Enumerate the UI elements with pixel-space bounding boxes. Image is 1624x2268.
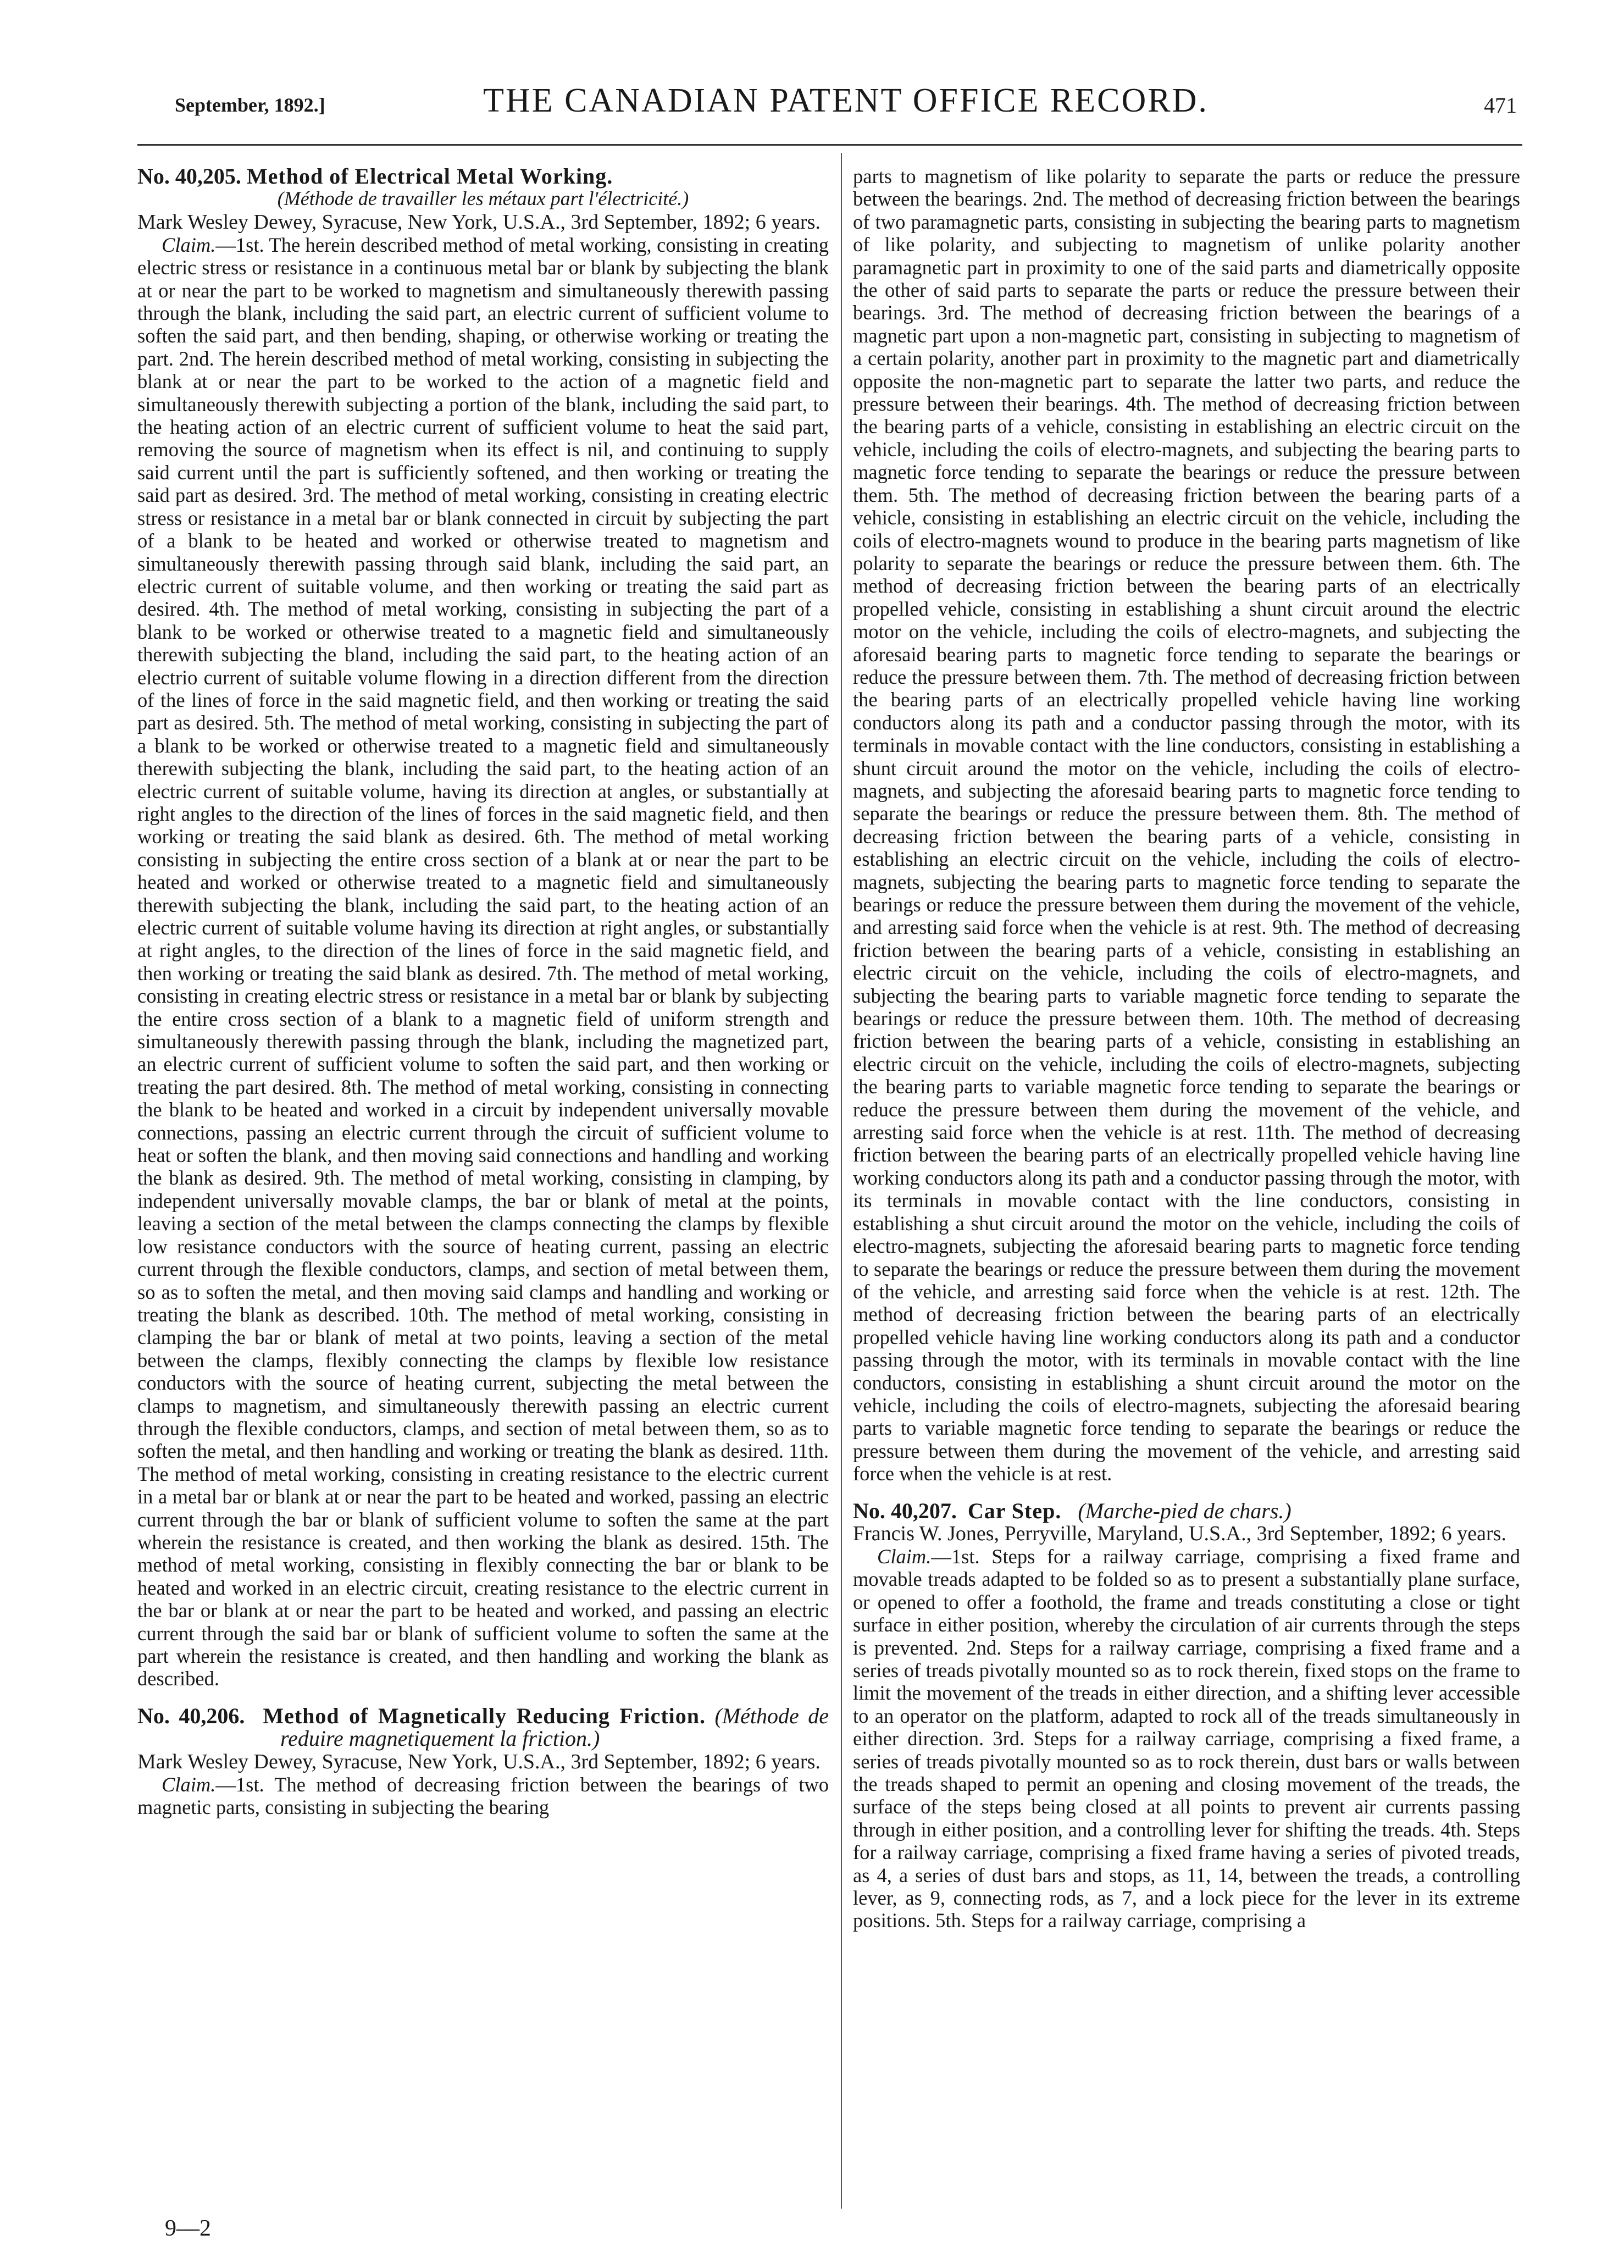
- left-column: [137, 165, 829, 2199]
- patent-40207: [853, 1500, 1520, 1932]
- patent-claims-continued: parts to magnetism of like polarity to separate the parts or reduce the pressure between the bearings. 2nd. The method of decreasing friction between the bearings of two paramagnetic parts, consisting in subjecting the bearing parts to magnetism of like polarity, and subjecting to magnetism of unlike polarity another paramagnetic part in proximity to one of the said parts and diametrically opposite the other of said parts to separate the parts or reduce the pressure between their bearings. 3rd. The method of decreasing friction between the bearings of a magnetic part upon a non-magnetic part, consisting in subjecting to magnetism of a certain polarity, another part in proximity to the magnetic part and diametrically opposite the non-magnetic part to separate the latter two parts, and reduce the pressure between their bearings. 4th. The method of decreasing friction between the bearing parts of a vehicle, consisting in establishing an electric circuit on the vehicle, including the coils of electro-magnets, and subjecting the bearing parts to magnetic force tending to separate the bearings or reduce the pressure between them. 5th. The method of decreasing friction between the bearing parts of a vehicle, consisting in establishing an electric circuit on the vehicle, including the coils of electro-magnets wound to produce in the bearing parts magnetism of like polarity to separate the bearings or reduce the pressure between them. 6th. The method of decreasing friction between the bearing parts of an electrically propelled vehicle, consisting in establishing a shunt circuit around the electric motor on the vehicle, including the coils of electro-magnets, and subjecting the aforesaid bearing parts to magnetic force tending to separate the bearings or reduce the pressure between them. 7th. The method of decreasing friction between the bearing parts of an electrically propelled vehicle having line working conductors along its path and a conductor passing through the motor, with its terminals in movable contact with the line conductors, consisting in establishing a shunt circuit around the motor on the vehicle, including the coils of electro-magnets, and subjecting the aforesaid bearing parts to magnetic force tending to separate the bearings or reduce the pressure between them. 8th. The method of decreasing friction between the bearing parts of a vehicle, consisting in establishing an electric circuit on the vehicle, including the coils of electro-magnets, subjecting the bearing parts to magnetic force tending to separate the bearings or reduce the pressure between them during the movement of the vehicle, and arresting said force when the vehicle is at rest. 9th. The method of decreasing friction between the bearing parts of a vehicle, consisting in establishing an electric circuit on the vehicle, including the coils of electro-magnets, and subjecting the bearing parts to variable magnetic force tending to separate the bearings or reduce the pressure between them. 10th. The method of decreasing friction between the bearing parts of a vehicle, consisting in establishing an electric circuit on the vehicle, including the coils of electro-magnets, subjecting the bearing parts to variable magnetic force tending to separate the bearings or reduce the pressure between them during the movement of the vehicle, and arresting said force when the vehicle is at rest. 11th. The method of decreasing friction between the bearing parts of an electrically propelled vehicle having line working conductors along its path and a conductor passing through the motor, with its terminals in movable contact with the line conductors, consisting in establishing a shut circuit around the motor on the vehicle, including the coils of electro-magnets, subjecting the aforesaid bearing parts to magnetic force tending to separate the bearings or reduce the pressure between them during the movement of the vehicle, and arresting said force when the vehicle is at rest. 12th. The method of decreasing friction between the bearing parts of an electrically propelled vehicle having line working conductors along its path and a conductor passing through the motor, with its terminals in movable contact with the line conductors, consisting in establishing a shunt circuit around the motor on the vehicle, including the coils of electro-magnets, subjecting the aforesaid bearing parts to variable magnetic force tending to separate the bearings or reduce the pressure between them during the movement of the vehicle, and arresting said force when the vehicle is at rest.: [853, 165, 1520, 1485]
- claim-text: —1st. Steps for a railway carriage, comprising a fixed frame and movable treads adapted to be folded so as to present a substantially plane surface, or opened to offer a foothold, the frame and treads constituting a close or tight surface in either position, whereby the circulation of air currents through the steps is prevented. 2nd. Steps for a railway carriage, comprising a fixed frame and a series of treads pivotally mounted so as to rock therein, fixed stops on the frame to limit the movement of the treads in either direction, and a shifting lever accessible to an operator on the platform, adapted to rock all of the treads simultaneously in either direction. 3rd. Steps for a railway carriage, comprising a fixed frame, a series of treads pivotally mounted so as to rock therein, dust bars or walls between the treads shaped to permit an opening and closing movement of the treads, the surface of the steps being closed at all points to prevent air currents passing through in either position, and a controlling lever for shifting the treads. 4th. Steps for a railway carriage, comprising a fixed frame having a series of pivoted treads, as 4, a series of dust bars and stops, as 11, 14, between the treads, a controlling lever, as 9, connecting rods, as 7, and a lock piece for the lever in its extreme positions. 5th. Steps for a railway carriage, comprising a: [853, 1545, 1520, 1932]
- patent-claims: [137, 234, 829, 1690]
- claim-label: Claim.: [877, 1545, 932, 1568]
- header-rule: [137, 144, 1522, 146]
- column-divider: [841, 153, 842, 2209]
- patent-title: Method of Electrical Metal Working.: [246, 165, 613, 189]
- claim-label: Claim.: [162, 233, 216, 256]
- patent-byline: Francis W. Jones, Perryville, Maryland, U.S.A., 3rd September, 1892; 6 years.: [853, 1522, 1506, 1545]
- signature-mark: 9—2: [165, 2216, 211, 2241]
- patent-heading: [853, 1500, 1520, 1522]
- claim-text: —1st. The herein described method of metal working, consisting in creating electric stress or resistance in a continuous metal bar or blank by subjecting the blank at or near the part to be worked to magnetism and simultaneously therewith passing through the blank, including the said part, an electric current of sufficient volume to soften the said part, and then bending, shaping, or otherwise working or treating the part. 2nd. The herein described method of metal working, consisting in subjecting the blank at or near the part to be worked to the action of a magnetic field and simultaneously therewith subjecting a portion of the blank, including the said part, to the heating action of an electric current of sufficient volume to heat the said part, removing the source of magnetism when its effect is nil, and continuing to supply said current until the part is sufficiently softened, and then working or treating the said part as desired. 3rd. The method of metal working, consisting in creating electric stress or resistance in a metal bar or blank connected in circuit by subjecting the part of a blank to be heated and worked or otherwise treated to magnetism and simultaneously therewith passing through said blank, including the said part, an electric current of suitable volume, and then working or treating the said part as desired. 4th. The method of metal working, consisting in subjecting the part of a blank to be worked or otherwise treated to a magnetic field and simultaneously therewith subjecting the bland, including the said part, to the heating action of an electrio current of suitable volume flowing in a direction different from the direction of the lines of force in the said magnetic field, and then working or treating the said part as desired. 5th. The method of metal working, consisting in subjecting the part of a blank to be worked or otherwise treated to a magnetic field and simultaneously therewith subjecting the blank, including the said part, to the heating action of an electric current of suitable volume, having its direction at angles, or substantially at right angles to the direction of the lines of forces in the said magnetic field, and then working or treating the said blank as desired. 6th. The method of metal working consisting in subjecting the entire cross section of a blank at or near the part to be heated and worked or otherwise treated to a magnetic field and simultaneously therewith subjecting the blank, including the said part, to the heating action of an electric current of suitable volume having its direction at right angles, or substantially at right angles, to the direction of the lines of force in the said magnetic field, and then working or treating the said blank as desired. 7th. The method of metal working, consisting in creating electric stress or resistance in a metal bar or blank by subjecting the entire cross section of a blank to a magnetic field of uniform strength and simultaneously therewith passing through the blank, including the magnetized part, an electric current of sufficient volume to soften the said part, and then working or treating the part desired. 8th. The method of metal working, consisting in connecting the blank to be heated and worked in a circuit by independent universally movable connections, passing an electric current through the circuit of sufficient volume to heat or soften the blank, and then moving said connections and handling and working the blank as desired. 9th. The method of metal working, consisting in clamping, by independent universally movable clamps, the bar or blank of metal at the points, leaving a section of the metal between the clamps connecting the clamps by flexible low resistance conductors with the source of heating current, passing an electric current through the flexible conductors, clamps, and section of metal between them, so as to soften the metal, and then moving said clamps and handling and working or treating the blank as described. 10th. The method of metal working, consisting in clamping the bar or blank of metal at two points, leaving a section of the metal between the clamps, flexibly connecting the clamps by flexible low resistance conductors with the source of heating current, subjecting the metal between the clamps to magnetism, and simultaneously therewith passing an electric current through the flexible conductors, clamps, and section of metal between them, so as to soften the metal, and then handling and working or treating the blank as desired. 11th. The method of metal working, consisting in creating resistance to the electric current in a metal bar or blank at or near the part to be heated and worked, passing an electric current through the bar or blank of sufficient volume to soften the same at the part wherein the resistance is created, and then working the blank as desired. 15th. The method of metal working, consisting in flexibly connecting the bar or blank to be heated and worked in an electric circuit, creating resistance to the electric current in the bar or blank at or near the part to be heated and worked, and passing an electric current through the said bar or blank of sufficient volume to soften the same at the part wherein the resistance is created, and then handling and working the blank as described.: [137, 233, 829, 1690]
- claim-label: Claim.: [162, 1773, 216, 1796]
- right-column: [853, 165, 1520, 2210]
- patent-heading: [137, 165, 829, 187]
- patent-title: Method of Magnetically Reducing Friction.: [263, 1703, 706, 1728]
- publication-title: THE CANADIAN PATENT OFFICE RECORD.: [483, 82, 1209, 119]
- patent-title: Car Step.: [967, 1498, 1062, 1523]
- patent-title-french: (Méthode de travailler les métaux part l'électricité.): [277, 187, 689, 210]
- patent-number: No. 40,205.: [137, 165, 241, 189]
- patent-claims: [853, 1545, 1520, 1932]
- claim-text: —1st. The method of decreasing friction between the bearings of two magnetic parts, consisting in subjecting the bearing: [137, 1773, 829, 1819]
- patent-40206: [137, 1705, 829, 1819]
- patent-byline: Mark Wesley Dewey, Syracuse, New York, U.S.A., 3rd September, 1892; 6 years.: [137, 210, 821, 234]
- patent-heading: [137, 1705, 829, 1750]
- patent-40205: [137, 165, 829, 1690]
- page-header: [175, 81, 1517, 131]
- patent-title-french: (Méthode de reduire magnetiquement la friction.): [280, 1703, 829, 1751]
- patent-number: No. 40,207.: [853, 1498, 957, 1523]
- patent-title-french: (Marche-pied de chars.): [1078, 1498, 1292, 1523]
- patent-byline: Mark Wesley Dewey, Syracuse, New York, U.S.A., 3rd September, 1892; 6 years.: [137, 1750, 821, 1773]
- patent-claims: [137, 1773, 829, 1819]
- patent-number: No. 40,206.: [137, 1703, 245, 1728]
- page-number: 471: [1484, 93, 1517, 118]
- issue-date: September, 1892.]: [175, 94, 325, 116]
